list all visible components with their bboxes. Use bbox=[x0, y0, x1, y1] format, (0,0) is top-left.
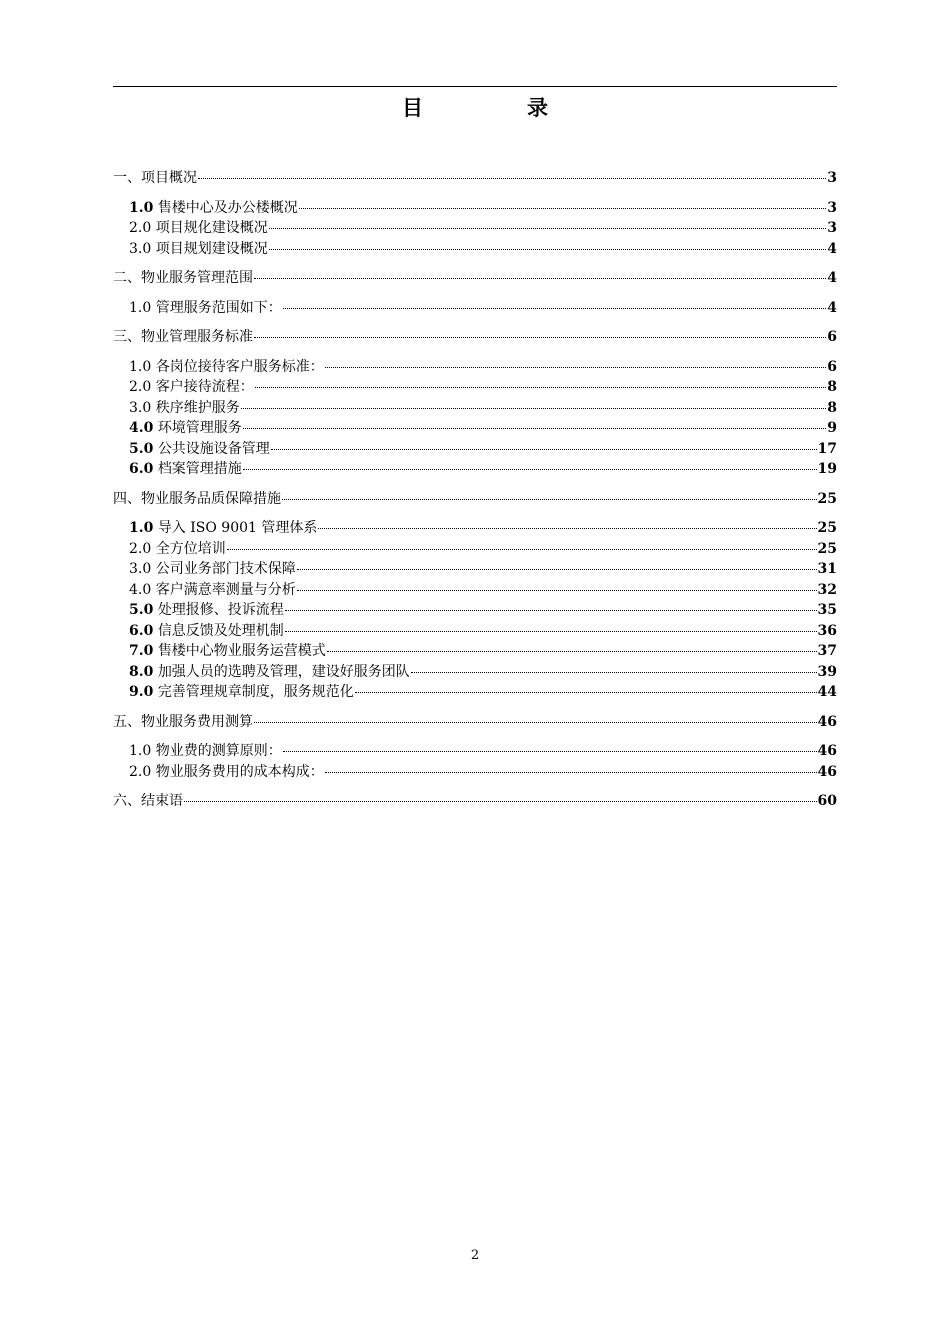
toc-entry[interactable] bbox=[113, 621, 837, 642]
toc-leader-dots bbox=[411, 671, 817, 673]
toc-entry[interactable] bbox=[113, 641, 837, 662]
toc-entry-page: 25 bbox=[817, 490, 837, 507]
toc-entry[interactable] bbox=[113, 357, 837, 378]
toc-entry[interactable] bbox=[113, 327, 837, 348]
toc-entry[interactable] bbox=[113, 741, 837, 762]
toc-entry-label bbox=[113, 489, 281, 510]
toc-entry-number: 2.0 bbox=[129, 540, 152, 557]
toc-entry-page: 3 bbox=[827, 199, 837, 216]
toc-entry-text: 客户满意率测量与分析 bbox=[155, 581, 296, 598]
toc-entry[interactable] bbox=[113, 377, 837, 398]
toc-entry[interactable] bbox=[113, 239, 837, 260]
toc-entry-page: 32 bbox=[817, 581, 837, 598]
toc-leader-dots bbox=[285, 630, 817, 632]
toc-entry-text: 环境管理服务 bbox=[157, 420, 242, 436]
toc-entry[interactable] bbox=[113, 198, 837, 219]
toc-entry-page: 6 bbox=[827, 358, 837, 375]
toc-leader-dots bbox=[355, 691, 817, 693]
toc-entry-number: 3.0 bbox=[129, 240, 152, 257]
toc-entry-label bbox=[129, 682, 354, 703]
toc-leader-dots bbox=[283, 307, 827, 309]
toc-entry-page: 19 bbox=[817, 461, 837, 477]
toc-entry[interactable] bbox=[113, 662, 837, 683]
toc-entry-page: 8 bbox=[827, 399, 837, 416]
toc-entry-label bbox=[129, 580, 296, 601]
toc-entry-page: 4 bbox=[827, 270, 837, 286]
toc-entry[interactable] bbox=[113, 168, 837, 189]
toc-entry-text: 物业服务费用的成本构成： bbox=[155, 763, 324, 780]
toc-entry[interactable] bbox=[113, 791, 837, 812]
toc-entry[interactable] bbox=[113, 218, 837, 239]
toc-entry-text: 客户接待流程： bbox=[155, 379, 254, 395]
toc-entry-label bbox=[129, 198, 298, 219]
page-number: 2 bbox=[470, 1248, 480, 1263]
toc-entry-label bbox=[129, 741, 282, 762]
toc-entry-label bbox=[129, 357, 324, 378]
page-title bbox=[0, 92, 950, 122]
toc-entry-label bbox=[113, 268, 253, 289]
toc-entry-number: 3.0 bbox=[129, 561, 152, 577]
toc-entry-text: 公司业务部门技术保障 bbox=[155, 561, 296, 577]
toc-entry-text: 项目规化建设概况 bbox=[155, 220, 268, 236]
toc-entry-number: 2.0 bbox=[129, 763, 152, 780]
toc-entry-label bbox=[113, 327, 253, 348]
toc-entry-text: 加强人员的选聘及管理，建设好服务团队 bbox=[157, 663, 410, 680]
toc-entry-page: 25 bbox=[817, 540, 837, 557]
toc-entry-page: 3 bbox=[827, 170, 837, 186]
toc-entry-text: 项目规划建设概况 bbox=[155, 240, 268, 257]
toc-leader-dots bbox=[325, 771, 817, 773]
toc-leader-dots bbox=[254, 721, 817, 723]
toc-entry-page: 36 bbox=[817, 622, 837, 639]
toc-entry-label bbox=[129, 218, 268, 239]
toc-entry-number: 3.0 bbox=[129, 399, 152, 416]
toc-entry-text: 四、物业服务品质保障措施 bbox=[113, 490, 281, 507]
toc-entry-label bbox=[129, 518, 317, 539]
toc-entry[interactable] bbox=[113, 398, 837, 419]
toc-entry[interactable] bbox=[113, 418, 837, 439]
toc-leader-dots bbox=[254, 277, 826, 279]
toc-entry-text: 完善管理规章制度，服务规范化 bbox=[157, 684, 354, 700]
toc-entry-text: 物业费的测算原则： bbox=[155, 743, 282, 759]
toc-leader-dots bbox=[271, 448, 817, 450]
header-rule bbox=[113, 86, 837, 87]
toc-entry-page: 4 bbox=[827, 240, 837, 257]
toc-entry-text: 售楼中心物业服务运营模式 bbox=[157, 643, 326, 659]
toc-entry-page: 17 bbox=[817, 440, 837, 457]
toc-entry-page: 3 bbox=[827, 220, 837, 236]
toc-entry-text: 二、物业服务管理范围 bbox=[113, 270, 253, 286]
toc-leader-dots bbox=[254, 336, 826, 338]
toc-entry[interactable] bbox=[113, 600, 837, 621]
toc-entry-label bbox=[129, 621, 284, 642]
toc-entry-text: 导入 ISO 9001 管理体系 bbox=[157, 520, 318, 536]
toc-entry-text: 管理服务范围如下： bbox=[155, 299, 282, 316]
toc-entry[interactable] bbox=[113, 559, 837, 580]
toc-entry-number: 2.0 bbox=[129, 220, 152, 236]
title-char-right: 录 bbox=[527, 95, 548, 120]
toc-entry-label bbox=[129, 439, 270, 460]
toc-entry-number: 4.0 bbox=[129, 581, 152, 598]
toc-entry-text: 三、物业管理服务标准 bbox=[113, 329, 253, 345]
toc-entry-text: 处理报修、投诉流程 bbox=[157, 602, 284, 618]
toc-entry-label bbox=[129, 298, 282, 319]
toc-entry[interactable] bbox=[113, 268, 837, 289]
toc-entry-text: 一、项目概况 bbox=[113, 170, 197, 186]
toc-entry-label bbox=[113, 791, 183, 812]
toc-entry[interactable] bbox=[113, 762, 837, 783]
toc-leader-dots bbox=[243, 468, 817, 470]
toc-entry-label bbox=[113, 712, 253, 733]
toc-entry-number: 5.0 bbox=[129, 602, 154, 618]
toc-entry-number: 5.0 bbox=[129, 440, 154, 457]
toc-entry-page: 44 bbox=[817, 684, 837, 700]
toc-leader-dots bbox=[243, 427, 826, 429]
toc-entry-label bbox=[129, 762, 324, 783]
toc-leader-dots bbox=[327, 650, 817, 652]
toc-entry-number: 4.0 bbox=[129, 420, 154, 436]
toc-entry-text: 全方位培训 bbox=[155, 540, 226, 557]
toc-entry-page: 25 bbox=[817, 520, 837, 536]
toc-leader-dots bbox=[297, 589, 817, 591]
toc-leader-dots bbox=[283, 750, 817, 752]
toc-entry-page: 9 bbox=[827, 420, 837, 436]
toc-entry-label bbox=[129, 377, 254, 398]
toc-entry-label bbox=[129, 418, 242, 439]
toc-entry-number: 6.0 bbox=[129, 622, 154, 639]
toc-entry-page: 35 bbox=[817, 602, 837, 618]
toc-entry-number: 6.0 bbox=[129, 461, 154, 477]
toc-entry-label bbox=[129, 559, 296, 580]
toc-entry[interactable] bbox=[113, 298, 837, 319]
toc-entry-number: 2.0 bbox=[129, 379, 152, 395]
toc-entry[interactable] bbox=[113, 539, 837, 560]
toc-entry-text: 六、结束语 bbox=[113, 793, 183, 809]
toc-entry[interactable] bbox=[113, 439, 837, 460]
toc-entry-text: 各岗位接待客户服务标准： bbox=[155, 358, 324, 375]
toc-leader-dots bbox=[255, 386, 827, 388]
toc-leader-dots bbox=[269, 248, 827, 250]
toc-entry-label bbox=[113, 168, 197, 189]
toc-leader-dots bbox=[318, 527, 816, 529]
toc-entry-number: 1.0 bbox=[129, 199, 154, 216]
toc-leader-dots bbox=[227, 548, 817, 550]
toc-entry-number: 1.0 bbox=[129, 299, 152, 316]
toc-entry[interactable] bbox=[113, 459, 837, 480]
toc-entry-text: 售楼中心及办公楼概况 bbox=[157, 199, 298, 216]
toc-entry-label bbox=[129, 239, 268, 260]
toc-entry-page: 6 bbox=[827, 329, 837, 345]
toc-entry-label bbox=[129, 600, 284, 621]
toc-entry-number: 1.0 bbox=[129, 358, 152, 375]
toc-entry[interactable] bbox=[113, 682, 837, 703]
toc-leader-dots bbox=[285, 609, 817, 611]
toc-entry-number: 7.0 bbox=[129, 643, 154, 659]
table-of-contents bbox=[113, 168, 837, 812]
toc-entry-label bbox=[129, 459, 242, 480]
toc-entry-text: 信息反馈及处理机制 bbox=[157, 622, 284, 639]
toc-entry-number: 1.0 bbox=[129, 520, 154, 536]
title-char-left: 目 bbox=[402, 95, 423, 120]
toc-leader-dots bbox=[241, 407, 827, 409]
toc-entry-page: 4 bbox=[827, 299, 837, 316]
toc-entry[interactable] bbox=[113, 518, 837, 539]
toc-entry-label bbox=[129, 539, 226, 560]
toc-leader-dots bbox=[198, 177, 826, 179]
toc-entry-number: 1.0 bbox=[129, 743, 152, 759]
toc-entry-text: 公共设施设备管理 bbox=[157, 440, 270, 457]
toc-leader-dots bbox=[282, 498, 817, 500]
toc-entry-text: 五、物业服务费用测算 bbox=[113, 713, 253, 730]
toc-entry-page: 8 bbox=[827, 379, 837, 395]
toc-entry-page: 60 bbox=[817, 793, 837, 809]
toc-entry-text: 秩序维护服务 bbox=[155, 399, 240, 416]
toc-entry-label bbox=[129, 641, 326, 662]
toc-entry-page: 39 bbox=[817, 663, 837, 680]
toc-entry[interactable] bbox=[113, 489, 837, 510]
toc-leader-dots bbox=[269, 227, 827, 229]
toc-entry-number: 8.0 bbox=[129, 663, 154, 680]
toc-leader-dots bbox=[299, 207, 826, 209]
toc-entry-page: 31 bbox=[817, 561, 837, 577]
toc-entry-number: 9.0 bbox=[129, 684, 154, 700]
toc-entry[interactable] bbox=[113, 580, 837, 601]
toc-entry-page: 46 bbox=[817, 713, 837, 730]
toc-entry-page: 46 bbox=[817, 763, 837, 780]
toc-entry-label bbox=[129, 398, 240, 419]
toc-entry[interactable] bbox=[113, 712, 837, 733]
toc-entry-page: 46 bbox=[817, 743, 837, 759]
toc-entry-text: 档案管理措施 bbox=[157, 461, 242, 477]
toc-leader-dots bbox=[325, 366, 827, 368]
toc-leader-dots bbox=[297, 568, 817, 570]
toc-leader-dots bbox=[184, 800, 817, 802]
toc-entry-label bbox=[129, 662, 410, 683]
toc-entry-page: 37 bbox=[817, 643, 837, 659]
